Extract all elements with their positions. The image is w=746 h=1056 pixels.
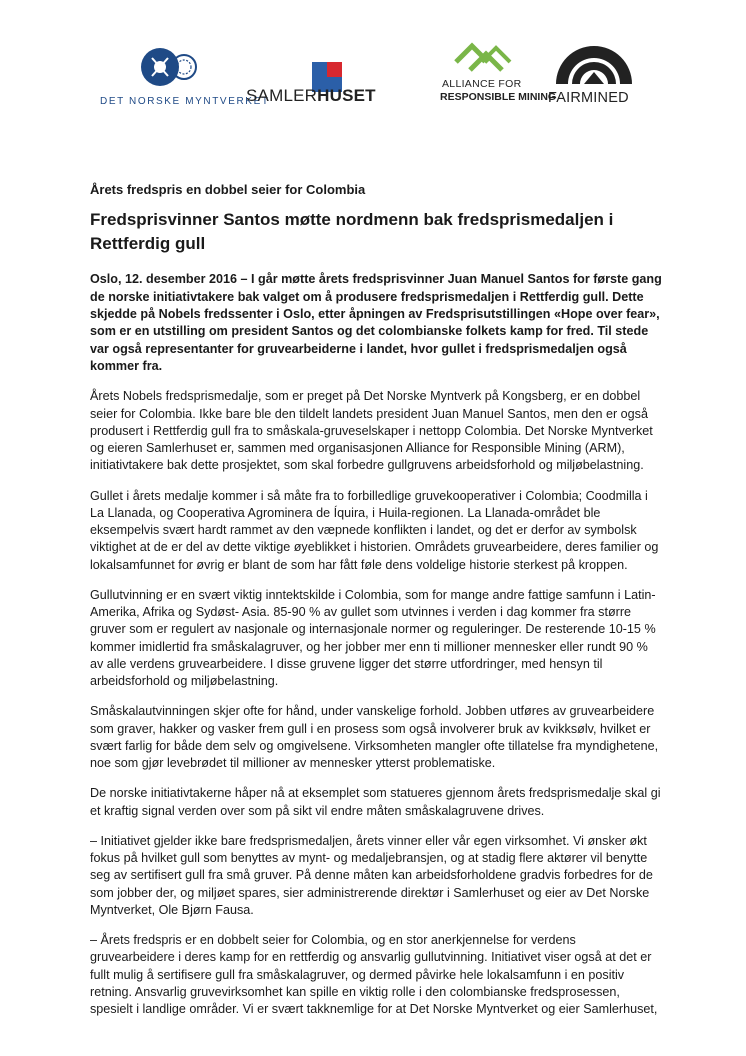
article-paragraph: Gullet i årets medalje kommer i så måte fra to forbilledlige gruvekooperativer i Colombia; Coodmilla i La Llanada, og Cooperativa Agrominera de Íquira, i Huila-regionen. La Llanada-området ble eksempelvis svært hardt rammet av den væpnede konflikten i landet, og det er derfor av symbolsk viktighet at de er del av dette viktige øyeblikket i historien. Områdets gruvearbeidere, deres familier og lokalsamfunnet for øvrig er blant de som har fått føle dens voldelige historie sterkest på kroppen. [90, 488, 659, 572]
logo-bar [0, 0, 746, 120]
article-paragraph: – Årets fredspris er en dobbelt seier for Colombia, og en stor anerkjennelse for verdens gruvearbeidere i deres kamp for en rettferdig og ansvarlig gullutvinning. Initiativet viser også at det er fullt mulig å sertifisere gull fra småskalagruver, og dermed påvirke hele lokalsamfunn i en positiv retning. Ansvarlig gruvevirksomhet kan spille en viktig rolle i den colombianske fredsprosessen, spesielt i landlige områder. Vi er svært takknemlige for at Det Norske Myntverket og eier Samlerhuset, [90, 933, 658, 1017]
fairmined-logo [548, 40, 640, 106]
article-paragraph: Årets Nobels fredsprismedalje, som er preget på Det Norske Myntverk på Kongsberg, er en dobbel seier for Colombia. Ikke bare ble den tildelt landets president Juan Manuel Santos, men den er også produsert i Rettferdig gull fra to småskala-gruveselskaper i nettopp Colombia. Det Norske Myntverket og eieren Samlerhuset er, sammen med organisasjonen Alliance for Responsible Mining (ARM), initiativtakere bak dette prosjektet, som skal forbedre gullgruvens arbeidsforhold og miljøbelastning. [90, 389, 653, 473]
article-headline: Fredsprisvinner Santos møtte nordmenn bak fredsprismedaljen i Rettferdig gull [90, 209, 614, 254]
article-paragraph: Småskalautvinningen skjer ofte for hånd, under vanskelige forhold. Jobben utføres av gruvearbeidere som graver, hakker og vasker frem gull i en prosess som også involverer bruk av kvikksølv, hvilket er svært farlig for både dem selv og omgivelsene. Virksomheten mangler ofte tillatelse fra myndighetene, noe som gjør levebrødet til millioner av mennesker ytterst problematiske. [90, 704, 659, 771]
samlerhuset-name [246, 86, 376, 106]
article-lead: Oslo, 12. desember 2016 – I går møtte årets fredsprisvinner Juan Manuel Santos for første gang de norske initiativtakere bak valget om å produsere fredsprismedaljen i Rettferdig gull. Dette skjedde på Nobels fredssenter i Oslo, etter åpningen av Fredsprisutstillingen «Hope over fear», som er en utstilling om president Santos og det colombianske folkets kamp for fred. Til stede var også representanter for gruvearbeiderne i landet, hvor gullet i fredsprismedaljen også kommer fra. [90, 272, 662, 374]
article-paragraph: De norske initiativtakerne håper nå at eksemplet som statueres gjennom årets fredsprismedalje skal gi et kraftig signal verden over som på sikt vil endre måten småskalagruvene drives. [90, 786, 661, 818]
arm-name-line2: RESPONSIBLE MINING [440, 91, 557, 103]
samlerhuset-name-regular: SAMLER [246, 86, 318, 105]
arm-logo [436, 42, 557, 108]
myntverket-name: DET NORSKE MYNTVERKET [100, 96, 270, 107]
myntverket-logo [100, 44, 270, 110]
green-chevron-icon [452, 42, 512, 76]
samlerhuset-name-bold: HUSET [317, 86, 376, 105]
samlerhuset-logo [246, 62, 406, 110]
article-kicker: Årets fredspris en dobbel seier for Colombia [90, 182, 366, 197]
article-paragraph: Gullutvinning er en svært viktig inntektskilde i Colombia, som for mange andre fattige samfunn i Latin-Amerika, Afrika og Sydøst- Asia. 85-90 % av gullet som utvinnes i verden i dag kommer fra større gruver som er regulert av nasjonale og internasjonale normer og reguleringer. De resterende 10-15 % kommer imidlertid fra småskalagruver, og her jobber mer enn ti millioner mennesker eller rundt 90 % av alle verdens gruvearbeidere. I disse gruvene ligger det større utfordringer, med hensyn til arbeidsforhold og miljøbelastning. [90, 587, 656, 689]
coin-emblem-icon [138, 44, 198, 90]
article [90, 182, 662, 1031]
mine-arch-icon [550, 40, 638, 84]
fairmined-name: FAIRMINED [548, 90, 629, 106]
article-paragraph: – Initiativet gjelder ikke bare fredsprismedaljen, årets vinner eller vår egen virksomhet. Vi ønsker økt fokus på hvilket gull som benyttes av mynt- og medaljebransjen, og at stadig flere aktører vil benytte seg av sertifisert gull fra små gruver. På denne måten kan arbeidsforholdene gradvis forbedres for de som jobber der, og miljøet spares, sier administrerende direktør i Samlerhuset og eier av Det Norske Myntverket, Ole Bjørn Fausa. [90, 833, 653, 917]
arm-name-line1: ALLIANCE FOR [442, 78, 522, 90]
